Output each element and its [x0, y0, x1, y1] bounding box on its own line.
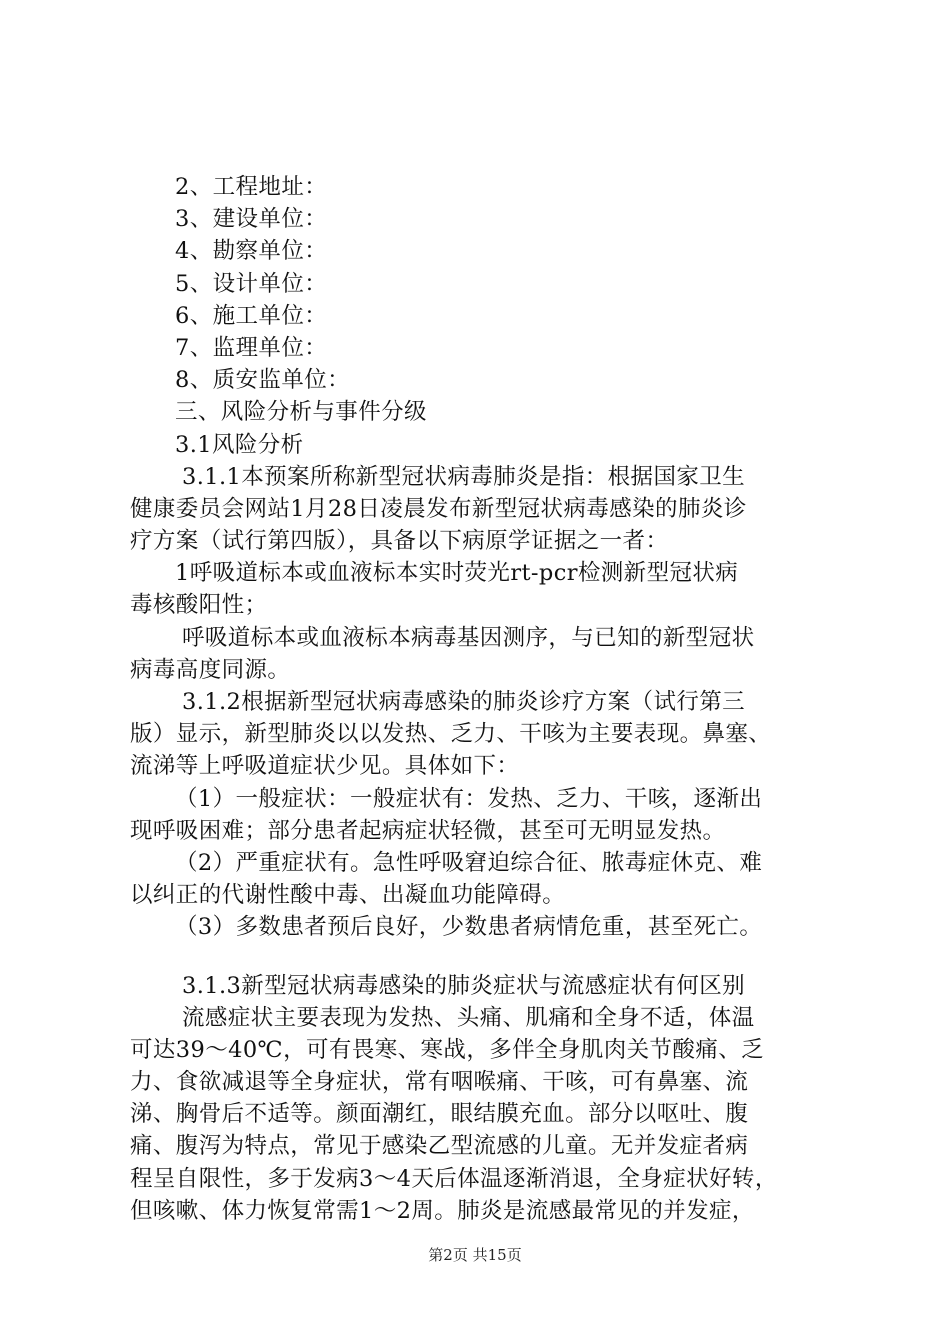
text-line: 3.1风险分析 [175, 431, 304, 458]
text-line: 3.1.2根据新型冠状病毒感染的肺炎诊疗方案（试行第三 [182, 689, 746, 715]
text-line: 程呈自限性，多于发病3～4天后体温逐渐消退，全身症状好转， [130, 1165, 778, 1192]
text-line: 8、质安监单位： [175, 367, 351, 394]
page-footer: 第2页 共15页 [428, 1246, 522, 1264]
text-line: 涕、胸骨后不适等。颜面潮红，眼结膜充血。部分以呕吐、腹 [130, 1101, 749, 1128]
text-line: 毒核酸阳性； [130, 592, 268, 619]
text-line: 6、施工单位： [175, 302, 328, 329]
text-line: 可达39～40℃，可有畏寒、寒战，多伴全身肌肉关节酸痛、乏 [130, 1036, 765, 1063]
text-line: （3）多数患者预后良好，少数患者病情危重，甚至死亡。 [175, 914, 763, 941]
text-line: （2）严重症状有。急性呼吸窘迫综合征、脓毒症休克、难 [175, 849, 763, 876]
text-line: 呼吸道标本或血液标本病毒基因测序，与已知的新型冠状 [182, 624, 755, 651]
document-body [130, 171, 830, 1227]
text-line: 流感症状主要表现为发热、头痛、肌痛和全身不适，体温 [182, 1004, 755, 1031]
text-line: 7、监理单位： [175, 334, 328, 361]
text-line: 健康委员会网站1月28日凌晨发布新型冠状病毒感染的肺炎诊 [130, 495, 747, 522]
text-line: 1呼吸道标本或血液标本实时荧光rt-pcr检测新型冠状病 [175, 560, 739, 587]
text-line: 力、食欲减退等全身症状，常有咽喉痛、干咳，可有鼻塞、流 [130, 1069, 749, 1096]
text-line: （1）一般症状：一般症状有：发热、乏力、干咳，逐渐出 [175, 785, 763, 812]
text-line: 2、工程地址： [175, 174, 328, 200]
text-line: 3、建设单位： [175, 206, 328, 233]
text-line: 流涕等上呼吸道症状少见。具体如下： [130, 753, 520, 780]
text-line: 3.1.3新型冠状病毒感染的肺炎症状与流感症状有何区别 [182, 972, 746, 999]
text-line: 三、风险分析与事件分级 [175, 399, 427, 426]
text-line: 版）显示，新型肺炎以以发热、乏力、干咳为主要表现。鼻塞、 [130, 721, 772, 748]
text-line: 现呼吸困难；部分患者起病症状轻微，甚至可无明显发热。 [130, 817, 726, 844]
text-line: 5、设计单位： [175, 270, 328, 297]
text-line: 病毒高度同源。 [130, 656, 291, 683]
text-line: 痛、腹泻为特点，常见于感染乙型流感的儿童。无并发症者病 [130, 1133, 749, 1160]
paragraph-gap [130, 944, 830, 970]
text-line: 3.1.1本预案所称新型冠状病毒肺炎是指：根据国家卫生 [182, 463, 746, 490]
text-line: 以纠正的代谢性酸中毒、出凝血功能障碍。 [130, 882, 566, 909]
text-line: 但咳嗽、体力恢复常需1～2周。肺炎是流感最常见的并发症， [130, 1197, 755, 1224]
text-line: 疗方案（试行第四版），具备以下病原学证据之一者： [130, 528, 669, 555]
text-line: 4、勘察单位： [175, 238, 328, 265]
